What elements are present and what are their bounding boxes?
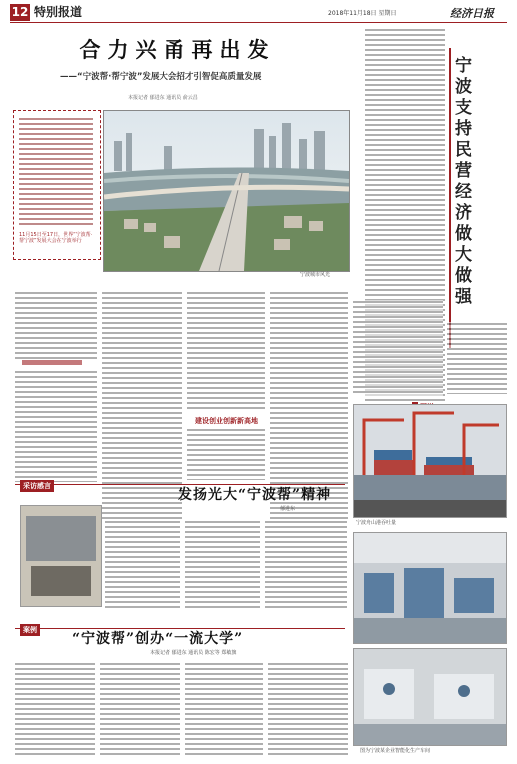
- commentary-headline: 发扬光大“宁波帮”精神: [178, 487, 332, 503]
- side-column-2: [447, 322, 507, 394]
- city-photo-caption: 宁波城市风光: [300, 272, 331, 278]
- case-col-1: [15, 662, 95, 758]
- side-headline: 宁波支持民营经济做大做强: [455, 56, 472, 307]
- commentary-illustration: [21, 506, 101, 606]
- section-title: 特别报道: [34, 5, 83, 19]
- main-subheadline: ——“宁波帮·帮宁波”发展大会招才引智促高质量发展: [60, 72, 262, 82]
- intro-tail: 11月15日至17日，世界“宁波帮·帮宁波”发展大会在宁波举行: [19, 232, 93, 244]
- masthead: [10, 4, 507, 23]
- section-subhead: 建设创业创新新高地: [195, 417, 258, 425]
- workers-illustration: [354, 649, 506, 745]
- port-illustration: [354, 405, 506, 517]
- page-number: 12: [11, 5, 29, 19]
- commentary-col-2: [185, 520, 260, 608]
- body-column-1b: [15, 370, 97, 482]
- issue-date: 2018年11月18日 星期日: [328, 10, 397, 17]
- intro-text: [19, 117, 93, 227]
- commentary-tag: 采访感言: [20, 480, 54, 492]
- factory-photo: [353, 532, 507, 644]
- port-caption: 宁波舟山港吞吐量: [356, 520, 397, 526]
- body-column-5: [353, 300, 443, 396]
- case-col-4: [268, 662, 348, 758]
- factory-illustration: [354, 533, 506, 643]
- case-col-2: [100, 662, 180, 758]
- commentary-col-3: [265, 520, 347, 608]
- port-photo: [353, 404, 507, 518]
- case-headline: “宁波帮”创办“一流大学”: [72, 631, 244, 647]
- commentary-byline: 郁进东: [280, 506, 296, 512]
- main-byline: 本报记者 郁进东 通讯员 俞云昌: [128, 95, 198, 101]
- commentary-photo: [20, 505, 102, 607]
- city-photo-illustration: [104, 111, 349, 271]
- city-photo: [103, 110, 350, 272]
- case-col-3: [185, 662, 263, 758]
- paper-logo: 经济日报: [450, 7, 494, 20]
- body-column-1: [15, 291, 97, 361]
- body-column-3b: [187, 428, 265, 480]
- body-column-2: [102, 291, 182, 521]
- factory-caption: 图为宁波某企业智能化生产车间: [360, 748, 431, 754]
- factory-photo-2: [353, 648, 507, 746]
- body-column-3: [187, 291, 265, 411]
- commentary-col-1: [105, 520, 180, 608]
- left-subhead: [22, 360, 82, 365]
- case-byline: 本报记者 郁进东 通讯员 陈宏等 郑敏旗: [150, 650, 237, 656]
- main-headline: 合力兴甬再出发: [79, 37, 276, 62]
- case-tag: 案例: [20, 624, 40, 636]
